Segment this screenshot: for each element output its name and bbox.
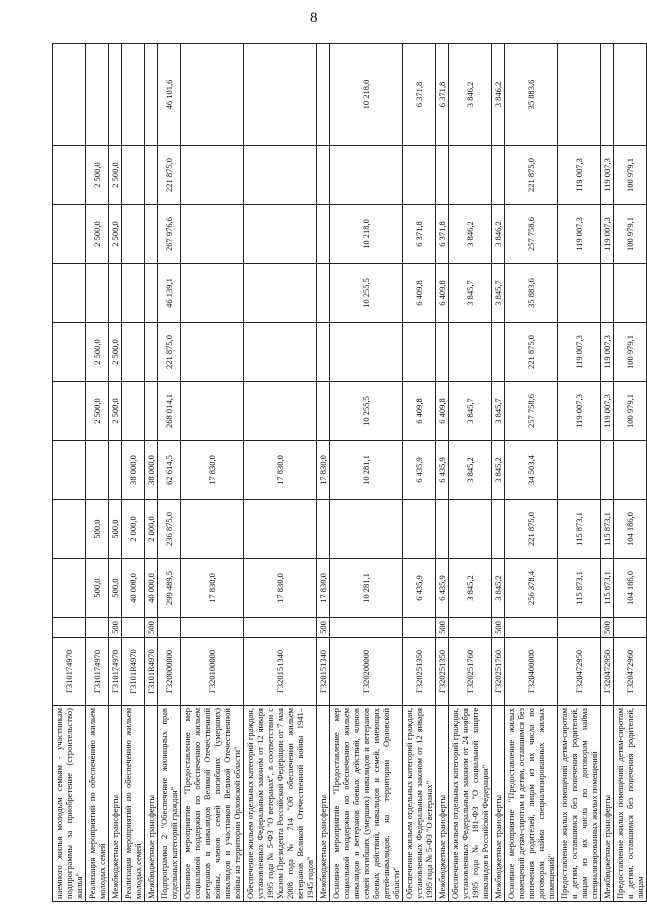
row-value-cell: 2 500,0 — [109, 205, 122, 264]
row-value-cell — [145, 146, 158, 205]
row-name-cell: Реализация мероприятий по обеспечению жильем молодых семей — [86, 706, 109, 902]
row-code-cell: Г320251760 — [492, 638, 505, 706]
row-value-cell: 221 875,0 — [505, 146, 558, 205]
row-expense-type-cell — [505, 618, 558, 638]
row-name-cell: Реализация мероприятий по обеспечению жильем молодых семей — [122, 706, 145, 902]
row-value-cell: 10 281,1 — [330, 559, 403, 618]
table-row — [158, 44, 181, 902]
row-value-cell: 3 846,2 — [449, 205, 492, 264]
row-value-cell: 115 873,1 — [601, 559, 614, 618]
row-value-cell: 2 000,0 — [122, 500, 145, 559]
row-value-cell: 100 979,1 — [614, 205, 647, 264]
table-row — [601, 44, 614, 902]
row-value-cell: 2 500,0 — [86, 323, 109, 382]
row-value-cell: 6 435,9 — [403, 441, 436, 500]
row-value-cell: 500,0 — [86, 500, 109, 559]
row-code-cell: Г3101R4970 — [145, 638, 158, 706]
row-value-cell — [109, 44, 122, 146]
row-name-cell: Межбюджетные трансферты — [109, 706, 122, 902]
row-value-cell: 6 409,8 — [403, 382, 436, 441]
row-value-cell — [330, 500, 403, 559]
row-value-cell — [181, 323, 244, 382]
row-value-cell — [330, 146, 403, 205]
row-value-cell: 299 489,5 — [158, 559, 181, 618]
row-value-cell — [317, 205, 330, 264]
row-value-cell — [317, 323, 330, 382]
row-value-cell — [145, 205, 158, 264]
row-value-cell: 34 503,4 — [505, 441, 558, 500]
row-value-cell — [449, 323, 492, 382]
row-code-cell: Г320251760 — [449, 638, 492, 706]
row-value-cell — [317, 44, 330, 146]
row-value-cell: 100 979,1 — [614, 323, 647, 382]
row-value-cell — [53, 559, 86, 618]
table-row — [436, 44, 449, 902]
table-row — [330, 44, 403, 902]
row-value-cell: 119 007,3 — [558, 382, 601, 441]
row-value-cell: 35 883,6 — [505, 44, 558, 146]
row-value-cell — [403, 146, 436, 205]
row-value-cell — [403, 323, 436, 382]
row-value-cell — [145, 264, 158, 323]
row-value-cell: 104 186,0 — [614, 559, 647, 618]
row-name-cell: Межбюджетные трансферты — [145, 706, 158, 902]
row-value-cell: 115 873,1 — [558, 559, 601, 618]
row-value-cell — [122, 205, 145, 264]
row-value-cell: 119 007,3 — [601, 382, 614, 441]
row-expense-type-cell — [614, 618, 647, 638]
row-value-cell: 2 500,0 — [109, 382, 122, 441]
row-name-cell: Основное мероприятие "Предоставление мер социальной поддержки по обеспечению жильем ветеранов и инвалидов Великой Отечественной войны, членов семей погибших (умерших) инвалидов и участников Великой Отечественной войны на территории Орловской области" — [181, 706, 244, 902]
row-value-cell — [244, 382, 317, 441]
row-value-cell: 2 500,0 — [109, 323, 122, 382]
row-value-cell: 40 000,0 — [145, 559, 158, 618]
page-number: 8 — [310, 10, 318, 26]
row-name-cell: Основное мероприятие "Предоставление жилых помещений детям-сиротам и детям, оставшимся без попечения родителей, лицам из их числа по договорам найма специализированных жилых помещений" — [505, 706, 558, 902]
row-value-cell — [53, 500, 86, 559]
row-expense-type-cell: 500 — [601, 618, 614, 638]
row-code-cell: Г320151340 — [317, 638, 330, 706]
row-value-cell — [244, 44, 317, 146]
row-value-cell: 2 500,0 — [86, 146, 109, 205]
table-row — [181, 44, 244, 902]
row-value-cell — [436, 146, 449, 205]
row-value-cell — [449, 500, 492, 559]
row-value-cell: 6 371,8 — [436, 205, 449, 264]
table-row — [492, 44, 505, 902]
row-value-cell — [122, 146, 145, 205]
row-value-cell: 119 007,3 — [558, 205, 601, 264]
row-code-cell: Г310174970 — [86, 638, 109, 706]
row-value-cell — [330, 323, 403, 382]
row-value-cell — [244, 323, 317, 382]
row-value-cell: 6 409,8 — [403, 264, 436, 323]
row-name-cell: Обеспечение жильем отдельных категорий граждан, установленных Федеральным законом от 12 января 1995 года № 5-ФЗ "О ветеранах" — [403, 706, 436, 902]
row-value-cell: 119 007,3 — [601, 323, 614, 382]
row-value-cell: 40 000,0 — [122, 559, 145, 618]
row-value-cell — [492, 500, 505, 559]
row-expense-type-cell — [181, 618, 244, 638]
row-value-cell: 10 255,5 — [330, 382, 403, 441]
row-code-cell: Г310174970 — [53, 638, 86, 706]
row-name-cell: Предоставление жилых помещений детям-сиротам и детям, оставшимся без попечения родителей, лицам — [614, 706, 647, 902]
row-expense-type-cell — [122, 618, 145, 638]
row-code-cell: Г320472950 — [601, 638, 614, 706]
row-value-cell — [244, 500, 317, 559]
row-value-cell: 62 614,5 — [158, 441, 181, 500]
row-value-cell: 3 845,2 — [449, 441, 492, 500]
row-value-cell — [403, 500, 436, 559]
table-row — [122, 44, 145, 902]
row-value-cell: 38 000,0 — [145, 441, 158, 500]
row-expense-type-cell — [244, 618, 317, 638]
row-value-cell — [614, 441, 647, 500]
row-value-cell: 115 873,1 — [601, 500, 614, 559]
row-value-cell — [601, 441, 614, 500]
row-value-cell: 17 830,0 — [317, 441, 330, 500]
table-row — [558, 44, 601, 902]
row-value-cell: 500,0 — [109, 559, 122, 618]
row-value-cell: 221 875,0 — [505, 500, 558, 559]
row-value-cell — [181, 146, 244, 205]
row-value-cell — [145, 44, 158, 146]
row-value-cell — [122, 44, 145, 146]
row-code-cell: Г320251350 — [436, 638, 449, 706]
row-code-cell: Г320000000 — [158, 638, 181, 706]
row-expense-type-cell: 500 — [317, 618, 330, 638]
row-value-cell: 500,0 — [109, 500, 122, 559]
table-row — [145, 44, 158, 902]
row-value-cell — [145, 382, 158, 441]
row-value-cell — [122, 382, 145, 441]
row-value-cell — [558, 441, 601, 500]
row-value-cell — [558, 44, 601, 146]
row-value-cell: 6 435,9 — [436, 441, 449, 500]
table-row — [109, 44, 122, 902]
row-value-cell: 10 281,1 — [330, 441, 403, 500]
row-value-cell — [449, 146, 492, 205]
row-value-cell: 3 846,2 — [492, 44, 505, 146]
row-name-cell: Межбюджетные трансферты — [436, 706, 449, 902]
row-value-cell: 3 845,7 — [449, 264, 492, 323]
row-value-cell: 3 845,7 — [492, 264, 505, 323]
row-value-cell — [181, 44, 244, 146]
row-value-cell: 256 378,4 — [505, 559, 558, 618]
row-expense-type-cell — [86, 618, 109, 638]
row-value-cell: 17 830,0 — [244, 559, 317, 618]
row-value-cell — [86, 441, 109, 500]
table-row — [53, 44, 86, 902]
row-value-cell: 100 979,1 — [614, 382, 647, 441]
row-expense-type-cell — [449, 618, 492, 638]
row-value-cell: 119 007,3 — [601, 146, 614, 205]
row-value-cell: 46 139,1 — [158, 264, 181, 323]
row-value-cell — [317, 500, 330, 559]
row-value-cell — [244, 146, 317, 205]
row-value-cell — [53, 264, 86, 323]
row-name-cell: Обеспечение жильем отдельных категорий граждан, установленных Федеральным законом от 24 ноября 1995 года № 181-ФЗ "О социальной защите инвалидов в Российской Федерации" — [449, 706, 492, 902]
row-value-cell: 10 218,0 — [330, 205, 403, 264]
row-expense-type-cell: 500 — [109, 618, 122, 638]
row-value-cell: 3 846,2 — [492, 205, 505, 264]
table-row — [614, 44, 647, 902]
row-value-cell: 257 758,6 — [505, 205, 558, 264]
row-value-cell: 221 875,0 — [158, 323, 181, 382]
row-value-cell — [244, 264, 317, 323]
rotated-budget-table — [52, 44, 645, 902]
row-value-cell: 17 830,0 — [317, 559, 330, 618]
row-value-cell — [436, 323, 449, 382]
row-expense-type-cell — [53, 618, 86, 638]
row-code-cell: Г320251350 — [403, 638, 436, 706]
row-value-cell — [317, 382, 330, 441]
row-value-cell: 3 845,7 — [492, 382, 505, 441]
row-value-cell: 2 500,0 — [86, 205, 109, 264]
row-code-cell: Г310174970 — [109, 638, 122, 706]
row-expense-type-cell: 500 — [436, 618, 449, 638]
row-code-cell: Г320400000 — [505, 638, 558, 706]
row-value-cell: 17 830,0 — [181, 559, 244, 618]
row-value-cell: 100 979,1 — [614, 146, 647, 205]
row-value-cell: 104 186,0 — [614, 500, 647, 559]
row-value-cell: 17 830,0 — [244, 441, 317, 500]
row-value-cell — [86, 264, 109, 323]
row-value-cell — [181, 264, 244, 323]
row-value-cell — [614, 44, 647, 146]
row-value-cell — [558, 264, 601, 323]
row-value-cell: 3 846,2 — [449, 44, 492, 146]
row-name-cell: наемного жилья молодым семьям - участникам подпрограммы за приобретение (строительство) жилья" — [53, 706, 86, 902]
row-value-cell: 10 218,0 — [330, 44, 403, 146]
row-code-cell: Г320151340 — [244, 638, 317, 706]
row-value-cell: 221 875,0 — [158, 146, 181, 205]
row-name-cell: Обеспечение жильем отдельных категорий граждан, установленных Федеральным законом от 12 января 1995 года № 5-ФЗ "О ветеранах", в соответствии с Указом Президента Российской Федерации от 7 мая 2008 года № 714 "Об обеспечении жильем ветеранов Великой Отечественной войны 1941–1945 годов" — [244, 706, 317, 902]
row-value-cell: 221 875,0 — [505, 323, 558, 382]
row-code-cell: Г320200000 — [330, 638, 403, 706]
row-value-cell — [601, 264, 614, 323]
row-expense-type-cell: 500 — [145, 618, 158, 638]
row-expense-type-cell — [158, 618, 181, 638]
row-value-cell — [122, 264, 145, 323]
row-value-cell: 3 845,2 — [492, 441, 505, 500]
table-body — [53, 44, 647, 902]
row-name-cell: Предоставление жилых помещений детям-сиротам и детям, оставшимся без попечения родителей, лицам из их числа по договорам найма специализированных жилых помещений — [558, 706, 601, 902]
row-value-cell: 6 435,9 — [436, 559, 449, 618]
row-expense-type-cell — [330, 618, 403, 638]
row-expense-type-cell — [558, 618, 601, 638]
table-row — [317, 44, 330, 902]
row-code-cell: Г320100000 — [181, 638, 244, 706]
row-name-cell: Подпрограмма 2 "Обеспечение жилищных прав отдельных категорий граждан" — [158, 706, 181, 902]
row-value-cell: 500,0 — [86, 559, 109, 618]
row-name-cell: Межбюджетные трансферты — [492, 706, 505, 902]
row-value-cell — [317, 146, 330, 205]
row-value-cell — [53, 205, 86, 264]
row-value-cell: 267 976,6 — [158, 205, 181, 264]
row-code-cell: Г3101R4970 — [122, 638, 145, 706]
table-row — [86, 44, 109, 902]
table-row — [244, 44, 317, 902]
row-value-cell — [614, 264, 647, 323]
row-value-cell — [244, 205, 317, 264]
row-value-cell: 236 875,0 — [158, 500, 181, 559]
row-value-cell — [53, 323, 86, 382]
row-value-cell: 10 255,5 — [330, 264, 403, 323]
row-value-cell: 119 007,3 — [558, 146, 601, 205]
budget-table — [52, 43, 647, 902]
row-name-cell: Межбюджетные трансферты — [601, 706, 614, 902]
row-value-cell — [109, 264, 122, 323]
row-value-cell: 6 409,8 — [436, 264, 449, 323]
row-value-cell: 3 845,2 — [449, 559, 492, 618]
row-value-cell: 35 883,6 — [505, 264, 558, 323]
row-expense-type-cell — [403, 618, 436, 638]
row-value-cell — [145, 323, 158, 382]
row-value-cell: 3 845,7 — [449, 382, 492, 441]
row-value-cell: 3 845,2 — [492, 559, 505, 618]
row-value-cell: 2 000,0 — [145, 500, 158, 559]
row-value-cell: 6 371,8 — [403, 44, 436, 146]
row-value-cell — [492, 146, 505, 205]
table-row — [403, 44, 436, 902]
row-value-cell: 38 000,0 — [122, 441, 145, 500]
row-value-cell — [181, 382, 244, 441]
row-value-cell: 17 830,0 — [181, 441, 244, 500]
row-value-cell — [86, 44, 109, 146]
row-value-cell: 6 371,8 — [403, 205, 436, 264]
row-value-cell: 268 014,1 — [158, 382, 181, 441]
row-value-cell: 6 371,8 — [436, 44, 449, 146]
row-value-cell: 2 500,0 — [109, 146, 122, 205]
row-value-cell: 6 409,8 — [436, 382, 449, 441]
row-value-cell: 115 873,1 — [558, 500, 601, 559]
table-row — [505, 44, 558, 902]
row-value-cell: 119 007,3 — [601, 205, 614, 264]
row-code-cell: Г320472960 — [614, 638, 647, 706]
row-value-cell: 257 758,6 — [505, 382, 558, 441]
row-value-cell — [181, 500, 244, 559]
row-value-cell: 46 101,6 — [158, 44, 181, 146]
row-value-cell — [601, 44, 614, 146]
row-value-cell — [53, 441, 86, 500]
row-value-cell — [492, 323, 505, 382]
row-value-cell — [53, 146, 86, 205]
table-row — [449, 44, 492, 902]
row-value-cell: 6 435,9 — [403, 559, 436, 618]
row-value-cell — [436, 500, 449, 559]
row-value-cell: 2 500,0 — [86, 382, 109, 441]
row-value-cell — [181, 205, 244, 264]
row-name-cell: Основное мероприятие "Предоставление мер социальной поддержки по обеспечению жильем инвалидов и ветеранов боевых действий, членов семей погибших (умерших) инвалидов и ветеранов боевых действий, инвалидов и семей, имеющих детей-инвалидов, на территории Орловской области" — [330, 706, 403, 902]
row-value-cell: 119 007,3 — [558, 323, 601, 382]
row-value-cell — [122, 323, 145, 382]
row-value-cell — [53, 382, 86, 441]
row-value-cell — [317, 264, 330, 323]
row-name-cell: Межбюджетные трансферты — [317, 706, 330, 902]
row-code-cell: Г320472950 — [558, 638, 601, 706]
row-expense-type-cell: 500 — [492, 618, 505, 638]
row-value-cell — [109, 441, 122, 500]
row-value-cell — [53, 44, 86, 146]
